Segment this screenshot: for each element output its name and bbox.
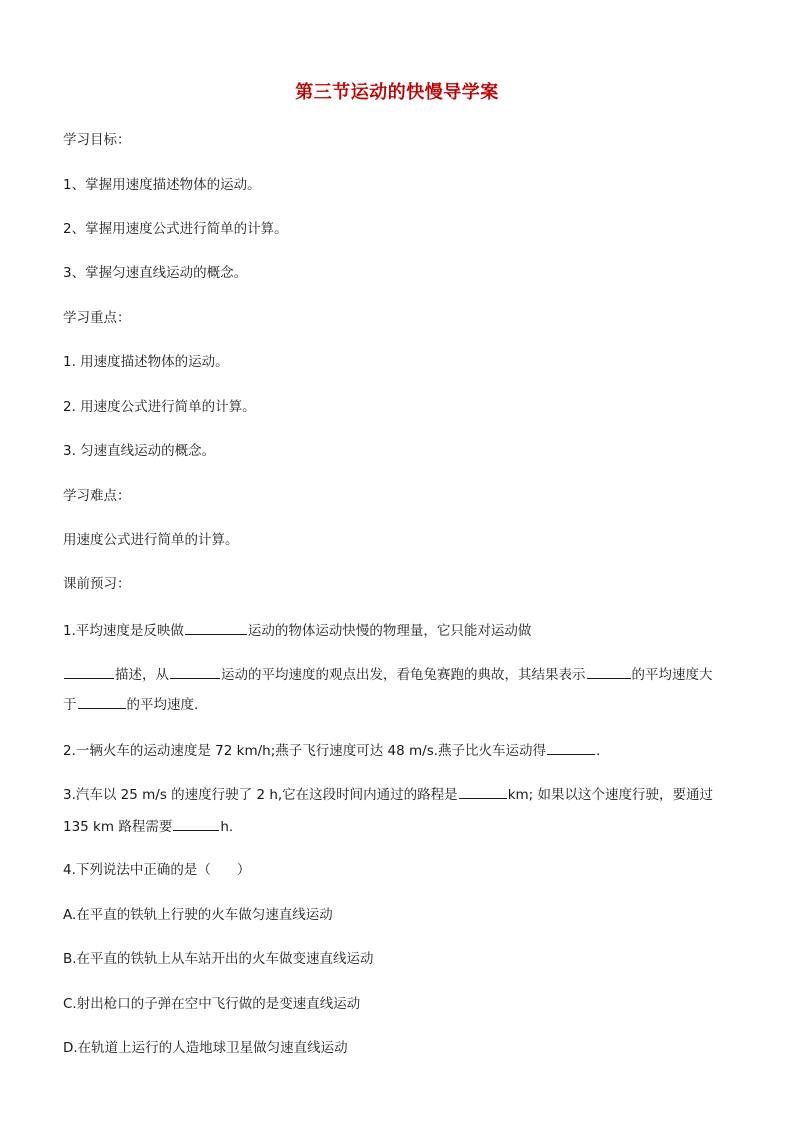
q3-text-a: 3.汽车以 25 m/s 的速度行驶了 2 h,它在这段时间内通过的路程是 [63, 787, 458, 803]
q1-text-e: 的平均速度大 [631, 667, 713, 683]
q4-option-a: A.在平直的铁轨上行驶的火车做匀速直线运动 [63, 907, 333, 923]
q3-blank-2[interactable] [173, 816, 219, 831]
q1-blank-1[interactable] [185, 620, 247, 635]
q2-text-a: 2.一辆火车的运动速度是 72 km/h;燕子飞行速度可达 48 m/s.燕子比火车运动得 [63, 743, 547, 759]
q1-blank-3[interactable] [170, 664, 220, 679]
q4-stem-close: ） [236, 862, 251, 878]
objective-item-3: 3、掌握匀速直线运动的概念。 [63, 265, 248, 281]
q1-text-a: 1.平均速度是反映做 [63, 623, 184, 639]
q1-text-b: 运动的物体运动快慢的物理量，它只能对运动做 [247, 623, 532, 639]
question-4-stem [63, 860, 250, 880]
q4-option-c: C.射出枪口的子弹在空中飞行做的是变速直线运动 [63, 996, 361, 1012]
question-3-line-2 [63, 816, 233, 837]
key-points-heading: 学习重点： [63, 310, 131, 326]
q1-blank-2[interactable] [64, 664, 114, 679]
q4-option-d: D.在轨道上运行的人造地球卫星做匀速直线运动 [63, 1040, 348, 1056]
q1-blank-4[interactable] [587, 664, 631, 679]
key-point-item-1: 1. 用速度描述物体的运动。 [63, 354, 229, 370]
q1-text-g: 的平均速度. [126, 697, 199, 713]
key-point-item-2: 2. 用速度公式进行简单的计算。 [63, 399, 256, 415]
objectives-heading: 学习目标： [63, 132, 131, 148]
question-1-line-2 [63, 664, 713, 685]
q4-stem-text: 4.下列说法中正确的是（ [63, 862, 211, 878]
q3-text-d: h. [220, 819, 234, 835]
q3-text-b: km; 如果以这个速度行驶，要通过 [507, 787, 713, 803]
q3-text-c: 135 km 路程需要 [63, 819, 173, 835]
question-3-line-1 [63, 784, 713, 805]
q3-blank-1[interactable] [459, 784, 507, 799]
preview-heading: 课前预习： [63, 576, 131, 592]
q2-text-b: . [596, 743, 601, 759]
question-2 [63, 740, 600, 761]
document-title: 第三节运动的快慢导学案 [295, 82, 499, 103]
q1-text-c: 描述，从 [115, 667, 169, 683]
q1-text-f: 于 [63, 697, 77, 713]
key-point-item-3: 3. 匀速直线运动的概念。 [63, 443, 216, 459]
question-1-line-3 [63, 694, 198, 715]
q4-option-b: B.在平直的铁轨上从车站开出的火车做变速直线运动 [63, 951, 374, 967]
objective-item-2: 2、掌握用速度公式进行简单的计算。 [63, 221, 288, 237]
q1-blank-5[interactable] [78, 694, 126, 709]
objective-item-1: 1、掌握用速度描述物体的运动。 [63, 177, 261, 193]
difficulties-heading: 学习难点： [63, 488, 131, 504]
difficulty-item-1: 用速度公式进行简单的计算。 [63, 532, 239, 548]
q2-blank-1[interactable] [547, 740, 595, 755]
question-1-line-1 [63, 620, 531, 641]
q1-text-d: 运动的平均速度的观点出发，看龟兔赛跑的典故，其结果表示 [221, 667, 586, 683]
